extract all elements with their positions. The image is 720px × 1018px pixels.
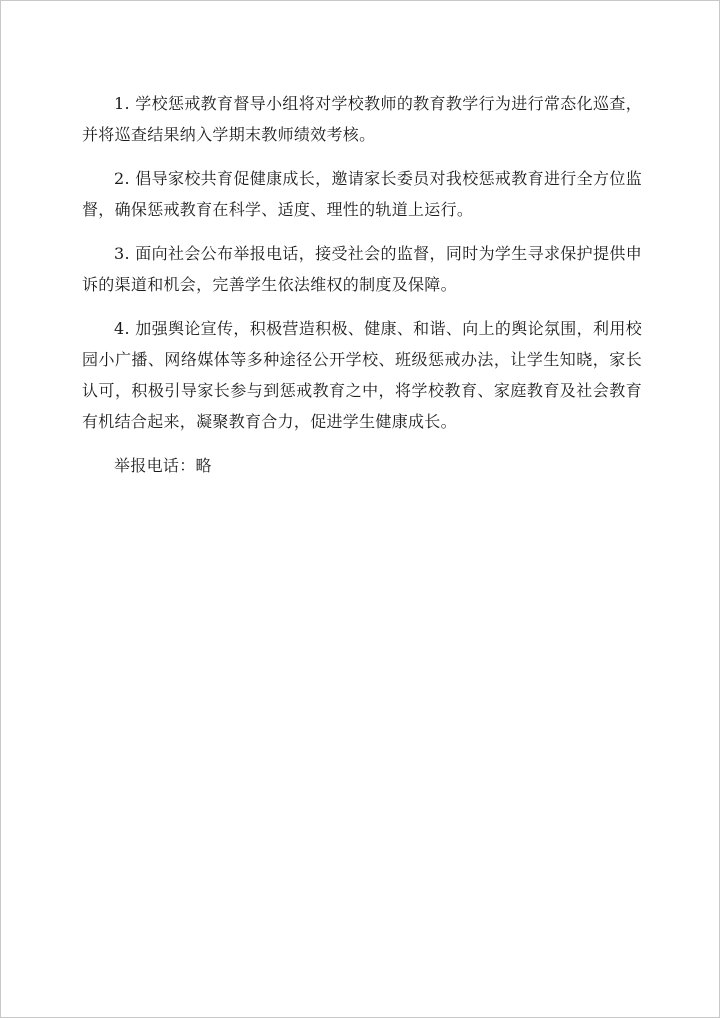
paragraph-1: 1. 学校惩戒教育督导小组将对学校教师的教育教学行为进行常态化巡查，并将巡查结果纳入学期末教师绩效考核。 xyxy=(82,94,642,144)
hotline-note: 举报电话：略 xyxy=(114,456,212,475)
paragraph-3: 3. 面向社会公布举报电话，接受社会的监督，同时为学生寻求保护提供申诉的渠道和机会，完善学生依法维权的制度及保障。 xyxy=(82,244,642,294)
document-body xyxy=(82,88,642,494)
paragraph-2: 2. 倡导家校共育促健康成长，邀请家长委员对我校惩戒教育进行全方位监督，确保惩戒教育在科学、适度、理性的轨道上运行。 xyxy=(82,169,642,219)
paragraph-4: 4. 加强舆论宣传，积极营造积极、健康、和谐、向上的舆论氛围，利用校园小广播、网络媒体等多种途径公开学校、班级惩戒办法，让学生知晓，家长认可，积极引导家长参与到惩戒教育之中，将学校教育、家庭教育及社会教育有机结合起来，凝聚教育合力，促进学生健康成长。 xyxy=(82,319,642,431)
